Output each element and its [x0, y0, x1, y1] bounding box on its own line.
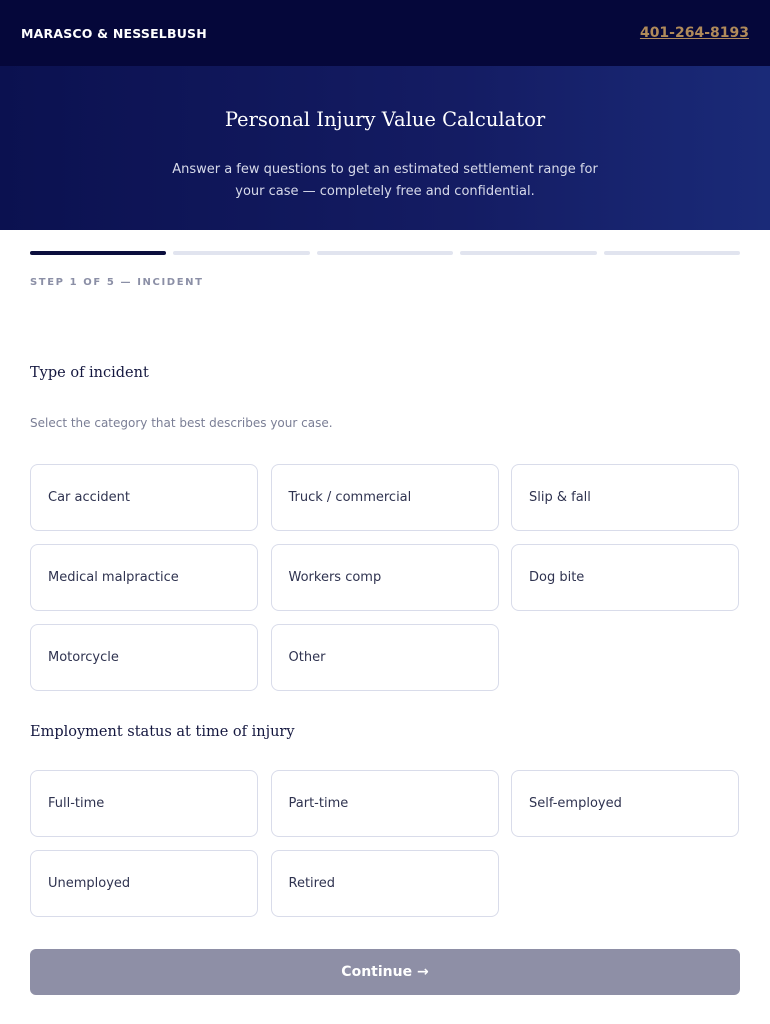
page-subtitle: Answer a few questions to get an estimated settlement range for your case — completely free and confidential.	[172, 162, 598, 199]
option-truck-commercial[interactable]: Truck / commercial	[271, 464, 499, 531]
option-slip-fall[interactable]: Slip & fall	[511, 464, 739, 531]
option-unemployed[interactable]: Unemployed	[30, 850, 258, 917]
progress-segment-3	[317, 251, 453, 255]
employment-options	[30, 770, 740, 917]
option-retired[interactable]: Retired	[271, 850, 499, 917]
brand-logo[interactable]: MARASCO & NESSELBUSH	[21, 25, 207, 41]
progress-segment-5	[604, 251, 740, 255]
option-medical-malpractice[interactable]: Medical malpractice	[30, 544, 258, 611]
incident-options	[30, 464, 740, 691]
incident-section-title: Type of incident	[30, 365, 149, 381]
option-part-time[interactable]: Part-time	[271, 770, 499, 837]
phone-link[interactable]: 401-264-8193	[639, 25, 749, 41]
option-other[interactable]: Other	[271, 624, 499, 691]
option-workers-comp[interactable]: Workers comp	[271, 544, 499, 611]
option-dog-bite[interactable]: Dog bite	[511, 544, 739, 611]
option-full-time[interactable]: Full-time	[30, 770, 258, 837]
progress-segment-4	[460, 251, 596, 255]
progress-segment-2	[173, 251, 309, 255]
incident-hint: Select the category that best describes your case.	[30, 416, 333, 430]
continue-button[interactable]: Continue →	[30, 949, 740, 995]
progress-segment-1	[30, 251, 166, 255]
option-car-accident[interactable]: Car accident	[30, 464, 258, 531]
employment-section-title: Employment status at time of injury	[30, 724, 295, 740]
hero-banner	[0, 66, 770, 230]
step-progress-bar	[30, 251, 740, 255]
option-self-employed[interactable]: Self-employed	[511, 770, 739, 837]
step-label: STEP 1 OF 5 — INCIDENT	[30, 277, 204, 288]
option-motorcycle[interactable]: Motorcycle	[30, 624, 258, 691]
page-title: Personal Injury Value Calculator	[224, 108, 546, 131]
top-bar	[0, 0, 770, 66]
